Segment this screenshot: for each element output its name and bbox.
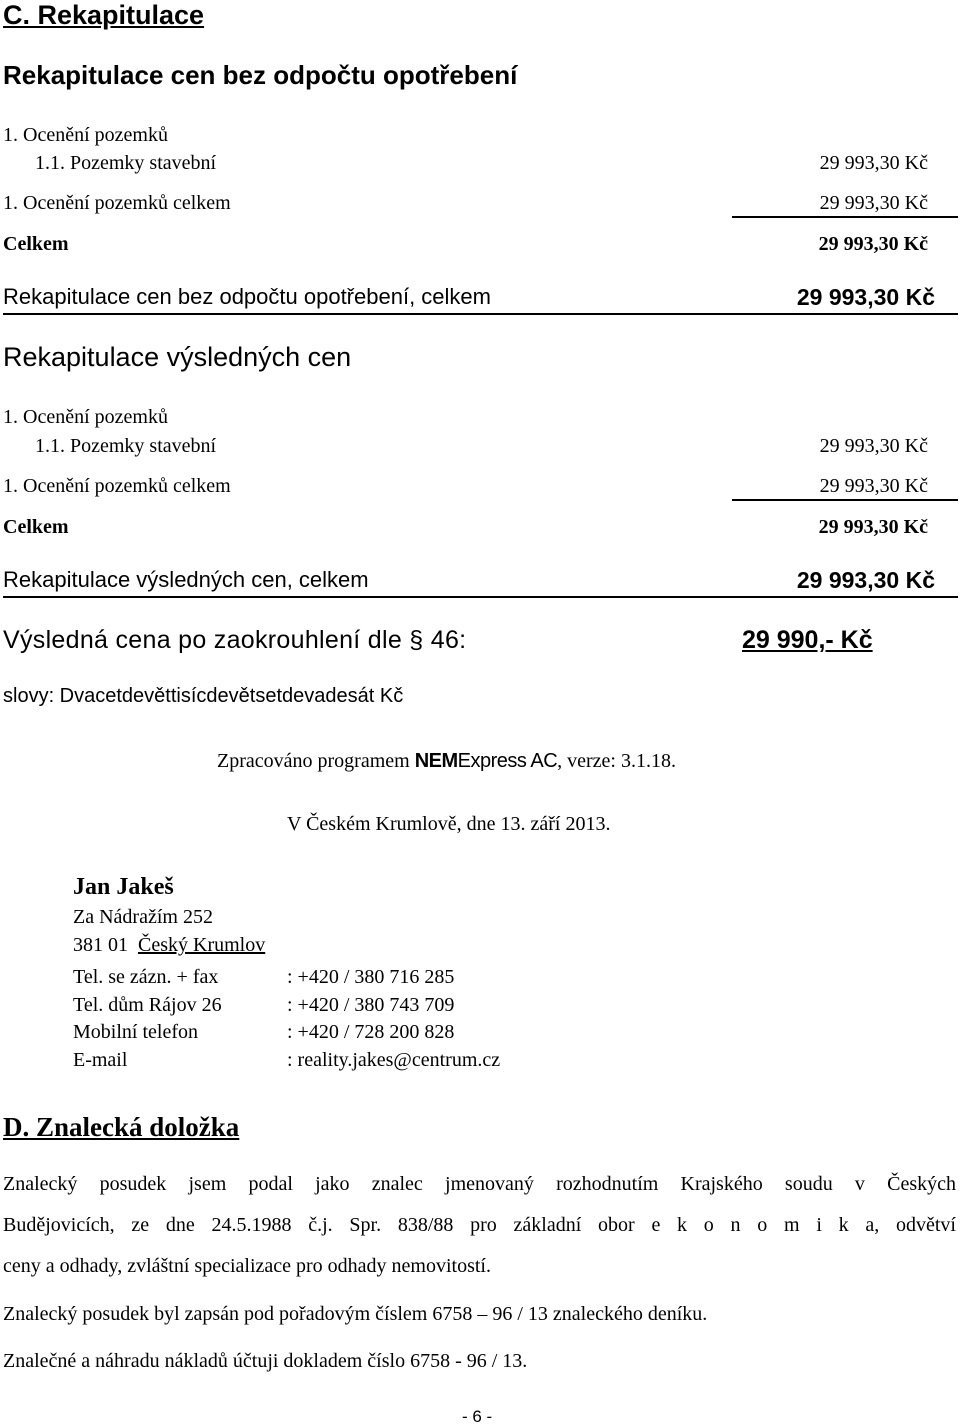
clause-line-3: ceny a odhady, zvláštní specializace pro odhady nemovitostí. bbox=[3, 1255, 491, 1277]
price-in-words: slovy: Dvacetdevěttisícdevětsetdevadesát Kč bbox=[3, 685, 404, 707]
subsection-heading-resulting-prices: Rekapitulace výsledných cen bbox=[3, 342, 352, 372]
contact-value: : +420 / 380 716 285 bbox=[287, 966, 455, 988]
author-zip: 381 01 bbox=[73, 934, 128, 956]
final-price-value: 29 990,- Kč bbox=[742, 626, 873, 654]
grand-total-underline bbox=[3, 596, 958, 598]
grand-total-label: Rekapitulace cen bez odpočtu opotřebení, celkem bbox=[3, 284, 491, 309]
brand-express: Express AC bbox=[457, 750, 558, 772]
celkem-label: Celkem bbox=[3, 516, 69, 538]
author-city-line bbox=[73, 934, 265, 957]
grand-total-underline bbox=[3, 313, 958, 315]
section-c-heading: C. Rekapitulace bbox=[3, 0, 205, 30]
group-label: 1. Ocenění pozemků bbox=[3, 124, 168, 146]
celkem-value: 29 993,30 Kč bbox=[818, 516, 928, 538]
item-label: 1.1. Pozemky stavební bbox=[35, 435, 217, 457]
place-date: V Českém Krumlově, dne 13. září 2013. bbox=[287, 813, 611, 835]
section-d-heading: D. Znalecká doložka bbox=[3, 1112, 240, 1142]
contact-label: Mobilní telefon bbox=[73, 1021, 198, 1043]
group-label: 1. Ocenění pozemků bbox=[3, 406, 168, 428]
page-number: - 6 - bbox=[462, 1407, 493, 1426]
processed-by-line bbox=[217, 750, 676, 773]
group-total-value: 29 993,30 Kč bbox=[819, 192, 928, 214]
group-total-label: 1. Ocenění pozemků celkem bbox=[3, 475, 231, 497]
item-value: 29 993,30 Kč bbox=[819, 435, 928, 457]
subsection-heading-before-depreciation: Rekapitulace cen bez odpočtu opotřebení bbox=[3, 60, 518, 90]
contact-value: : +420 / 380 743 709 bbox=[287, 994, 455, 1016]
group-total-label: 1. Ocenění pozemků celkem bbox=[3, 192, 231, 214]
clause-line-2: Budějovicích, ze dne 24.5.1988 č.j. Spr. 838/88 pro základní obor e k o n o m i k a, odvětví bbox=[3, 1214, 956, 1236]
processed-prefix: Zpracováno programem bbox=[217, 750, 415, 772]
processed-suffix: , verze: 3.1.18. bbox=[557, 750, 676, 772]
celkem-value: 29 993,30 Kč bbox=[818, 233, 928, 255]
final-price-label: Výsledná cena po zaokrouhlení dle § 46: bbox=[3, 626, 467, 654]
contact-value: : reality.jakes@centrum.cz bbox=[287, 1049, 501, 1071]
contact-label: Tel. dům Rájov 26 bbox=[73, 994, 222, 1016]
registry-paragraph: Znalecký posudek byl zapsán pod pořadovým číslem 6758 – 96 / 13 znaleckého deníku. bbox=[3, 1303, 708, 1325]
contact-label: Tel. se zázn. + fax bbox=[73, 966, 219, 988]
item-value: 29 993,30 Kč bbox=[819, 152, 928, 174]
total-underline bbox=[732, 216, 958, 218]
brand-nem: NEM bbox=[414, 750, 458, 772]
celkem-label: Celkem bbox=[3, 233, 69, 255]
grand-total-value: 29 993,30 Kč bbox=[796, 567, 935, 593]
contact-value: : +420 / 728 200 828 bbox=[287, 1021, 455, 1043]
group-total-value: 29 993,30 Kč bbox=[819, 475, 928, 497]
author-city: Český Krumlov bbox=[138, 934, 266, 956]
grand-total-value: 29 993,30 Kč bbox=[796, 284, 935, 310]
grand-total-label: Rekapitulace výsledných cen, celkem bbox=[3, 567, 369, 592]
author-name: Jan Jakeš bbox=[73, 874, 174, 900]
fee-paragraph: Znalečné a náhradu nákladů účtuji dokladem číslo 6758 - 96 / 13. bbox=[3, 1350, 528, 1372]
item-label: 1.1. Pozemky stavební bbox=[35, 152, 217, 174]
clause-line-1: Znalecký posudek jsem podal jako znalec jmenovaný rozhodnutím Krajského soudu v Českých bbox=[3, 1173, 956, 1195]
author-street: Za Nádražím 252 bbox=[73, 906, 213, 928]
contact-label: E-mail bbox=[73, 1049, 128, 1071]
total-underline bbox=[732, 499, 958, 501]
